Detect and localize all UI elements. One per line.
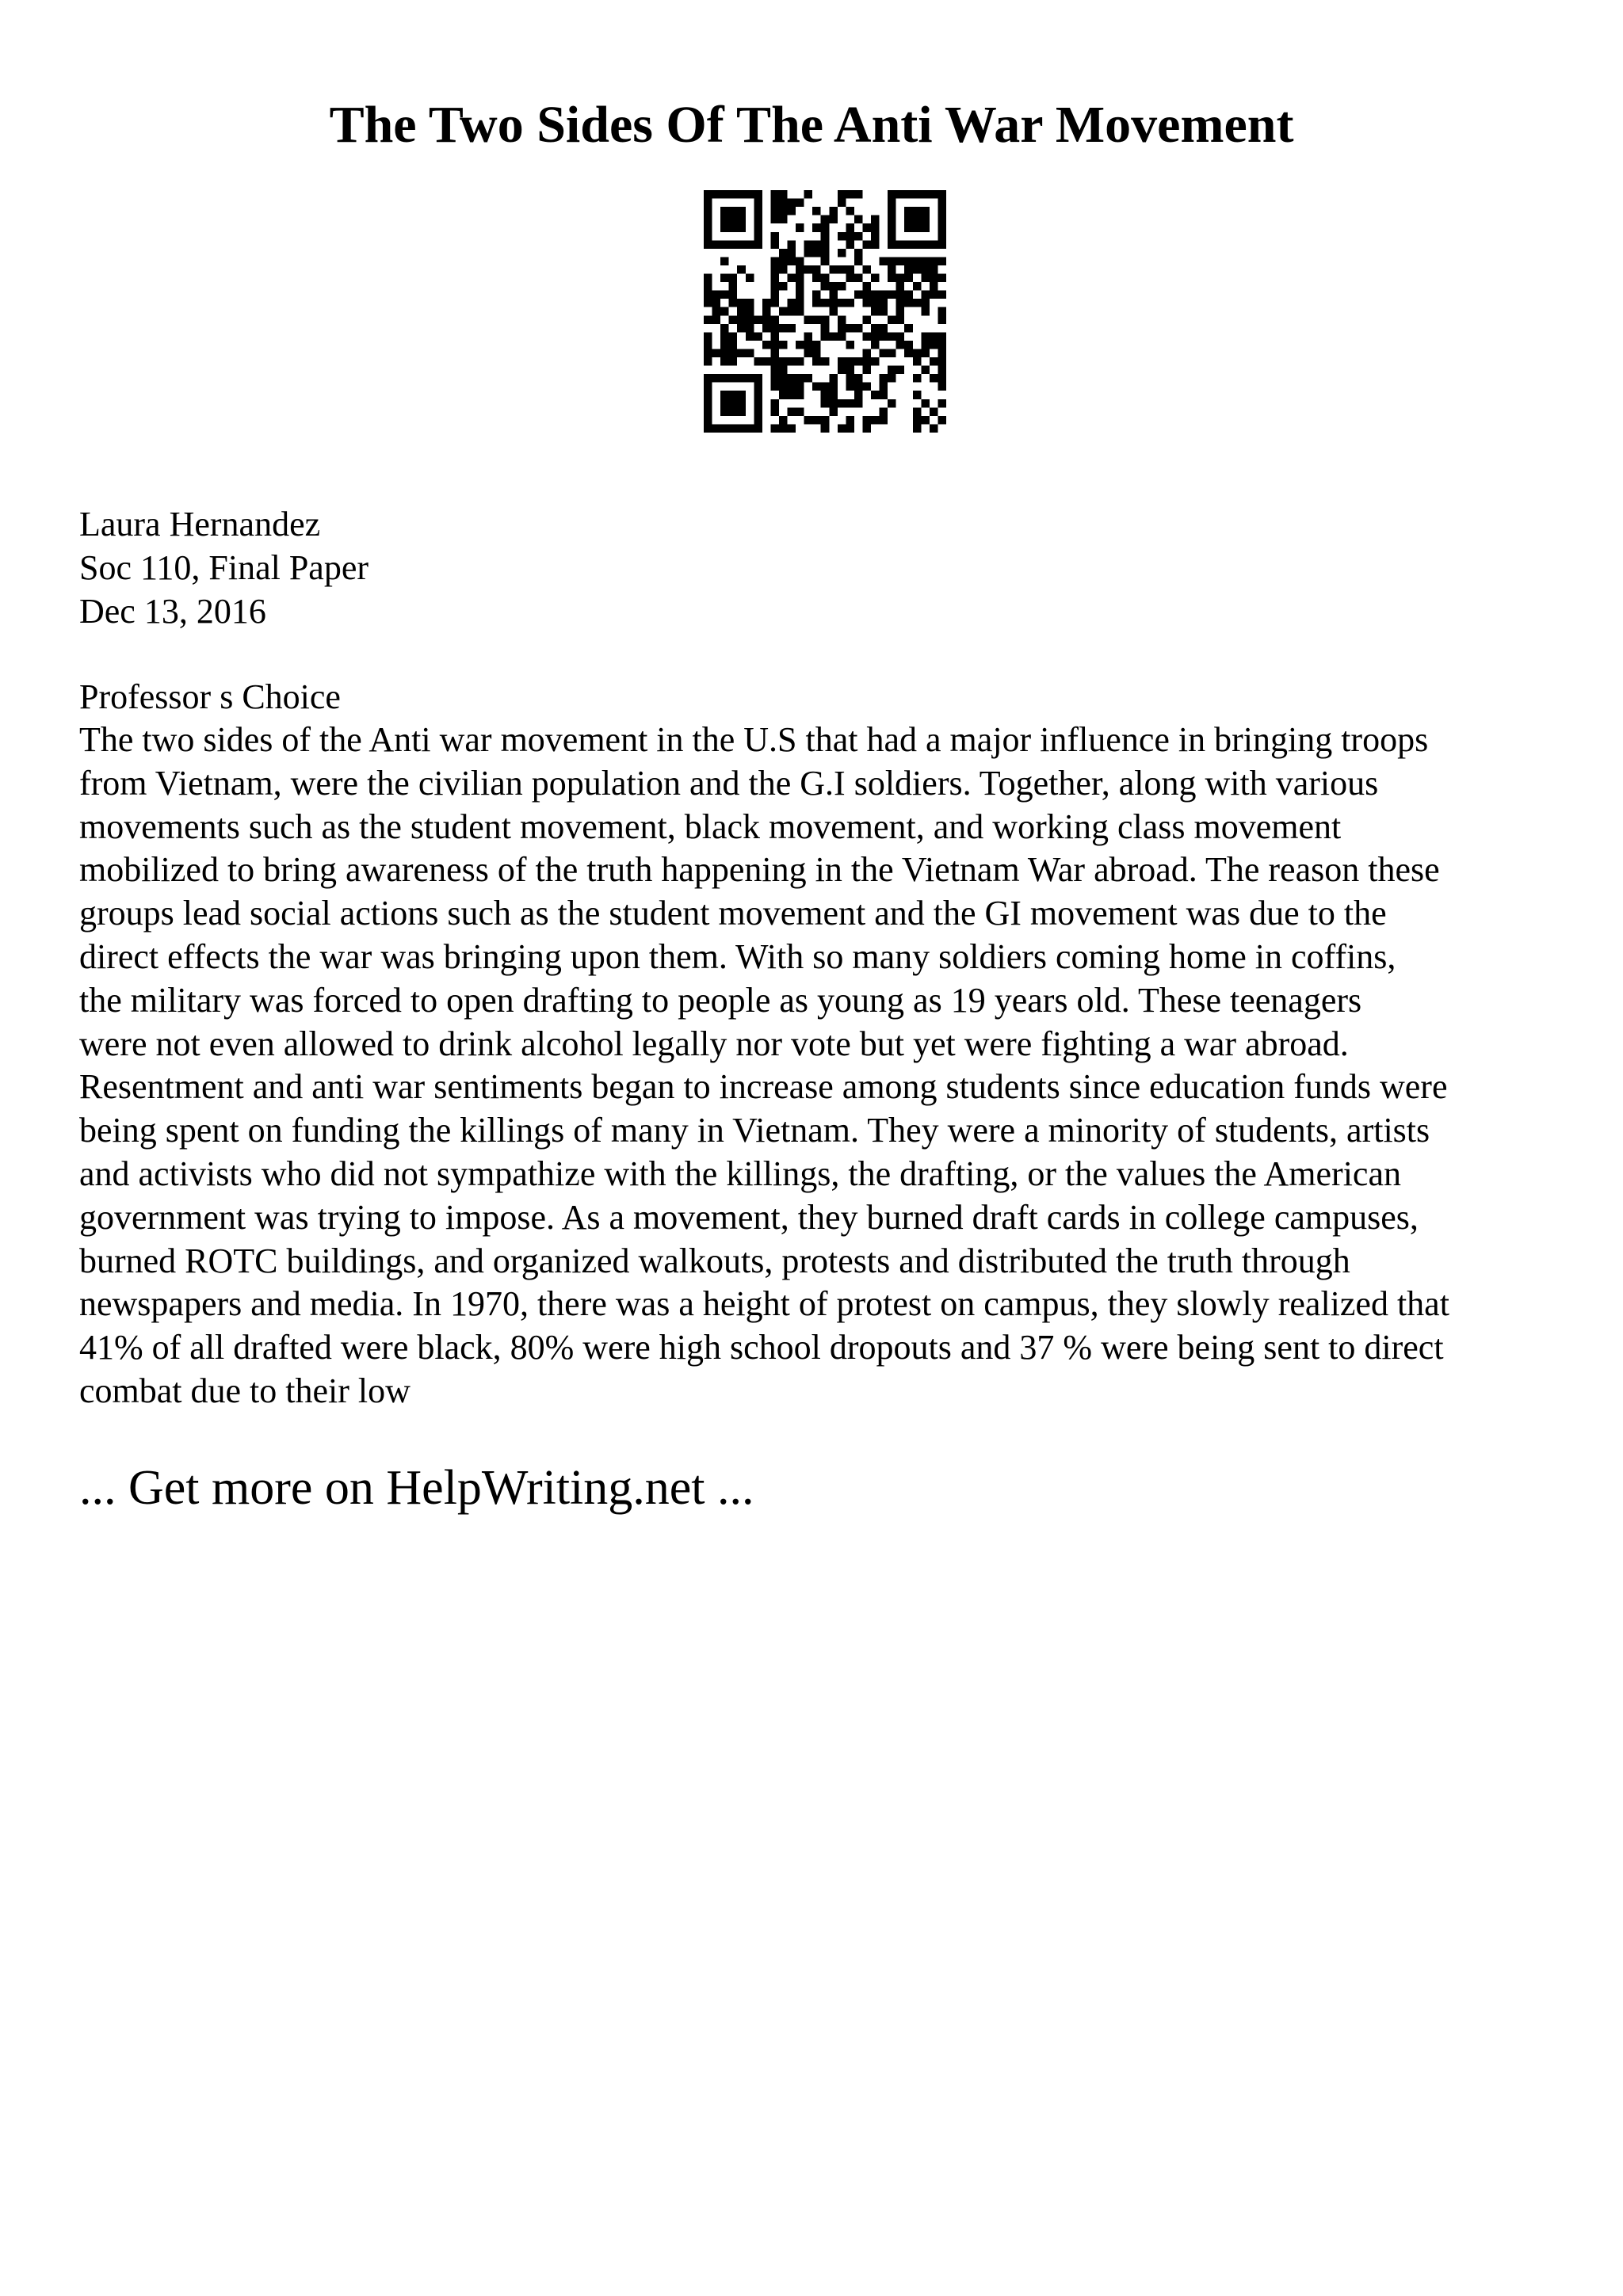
body-line: The two sides of the Anti war movement in the U.S that had a major influence in bringing troops bbox=[79, 720, 1429, 759]
qr-code bbox=[704, 190, 946, 433]
body-line: direct effects the war was bringing upon them. With so many soldiers coming home in coffins, bbox=[79, 936, 1396, 976]
course-name: Soc 110, Final Paper bbox=[79, 548, 369, 587]
body-line: and activists who did not sympathize with the killings, the drafting, or the values the American bbox=[79, 1154, 1401, 1193]
body-line: movements such as the student movement, black movement, and working class movement bbox=[79, 807, 1342, 846]
body-line: the military was forced to open drafting to people as young as 19 years old. These teenagers bbox=[79, 980, 1362, 1020]
document-date: Dec 13, 2016 bbox=[79, 592, 266, 631]
body-line: from Vietnam, were the civilian population and the G.I soldiers. Together, along with various bbox=[79, 763, 1379, 803]
section-label: Professor s Choice bbox=[79, 677, 341, 716]
document-meta bbox=[79, 502, 369, 633]
author-name: Laura Hernandez bbox=[79, 505, 321, 543]
body-line: were not even allowed to drink alcohol legally nor vote but yet were fighting a war abroad. bbox=[79, 1024, 1349, 1063]
body-line: combat due to their low bbox=[79, 1371, 411, 1410]
get-more-link[interactable]: ... Get more on HelpWriting.net ... bbox=[79, 1461, 754, 1515]
qr-code-graphic bbox=[704, 190, 946, 433]
document-title: The Two Sides Of The Anti War Movement bbox=[329, 96, 1294, 154]
body-text bbox=[79, 719, 1553, 1413]
body-line: groups lead social actions such as the student movement and the GI movement was due to the bbox=[79, 894, 1387, 933]
body-line: government was trying to impose. As a movement, they burned draft cards in college campuses, bbox=[79, 1197, 1419, 1237]
body-line: Resentment and anti war sentiments began to increase among students since education funds were bbox=[79, 1067, 1448, 1107]
body-line: newspapers and media. In 1970, there was a height of protest on campus, they slowly realized that bbox=[79, 1284, 1449, 1324]
body-line: burned ROTC buildings, and organized walkouts, protests and distributed the truth through bbox=[79, 1241, 1350, 1280]
body-line: mobilized to bring awareness of the truth happening in the Vietnam War abroad. The reason these bbox=[79, 850, 1440, 890]
body-line: 41% of all drafted were black, 80% were high school dropouts and 37 % were being sent to direct bbox=[79, 1328, 1444, 1367]
body-line: being spent on funding the killings of many in Vietnam. They were a minority of students, artists bbox=[79, 1111, 1430, 1150]
